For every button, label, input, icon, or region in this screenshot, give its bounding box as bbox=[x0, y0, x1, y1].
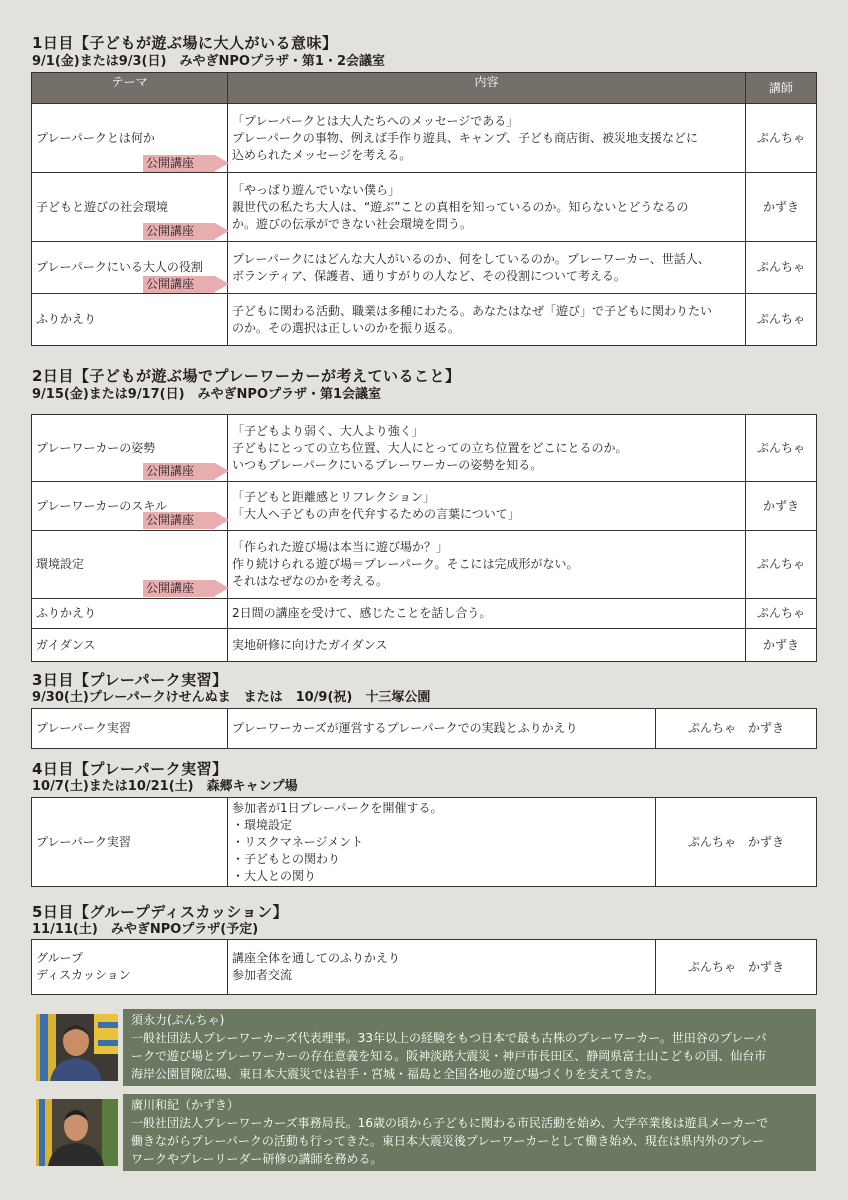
day3-subtitle: 9/30(土)プレーパークけせんぬま または 10/9(祝) 十三塚公園 bbox=[32, 690, 431, 705]
day2-title: 2日目【子どもが遊ぶ場でプレーワーカーが考えていること】 bbox=[32, 367, 461, 385]
content-cell: 「やっぱり遊んでいない僕ら」 親世代の私たち大人は、“遊ぶ”ことの真相を知っているのか。知らないとどうなるの か。遊びの伝承ができない社会環境を問う。 bbox=[228, 173, 746, 242]
theme-label: プレーパーク実習 bbox=[36, 721, 131, 735]
lecturer-cell: ぷんちゃ bbox=[746, 599, 817, 629]
day4-subtitle: 10/7(土)または10/21(土) 森郷キャンプ場 bbox=[32, 779, 298, 794]
public-lecture-tag: 公開講座 bbox=[143, 512, 229, 529]
header-content: 内容 bbox=[228, 73, 746, 104]
day2-subtitle: 9/15(金)または9/17(日) みやぎNPOプラザ・第1会議室 bbox=[32, 387, 382, 402]
theme-label: ふりかえり bbox=[36, 606, 97, 620]
day5-table bbox=[31, 939, 817, 995]
content-cell: 2日間の講座を受けて、感じたことを話し合う。 bbox=[228, 599, 746, 629]
lecturer-cell: ぷんちゃ bbox=[746, 104, 817, 173]
theme-cell bbox=[32, 482, 228, 531]
content-cell: 「作られた遊び場は本当に遊び場か？」 作り続けられる遊び場＝プレーパーク。そこには完成形がない。 それはなぜなのかを考える。 bbox=[228, 531, 746, 599]
public-lecture-tag: 公開講座 bbox=[143, 223, 229, 240]
theme-label: プレーパーク実習 bbox=[36, 834, 131, 849]
day4-title: 4日目【プレーパーク実習】 bbox=[32, 760, 228, 778]
header-lecturer: 講師 bbox=[746, 73, 817, 104]
content-cell: 講座全体を通してのふりかえり 参加者交流 bbox=[228, 940, 656, 995]
day5-subtitle: 11/11(土) みやぎNPOプラザ(予定) bbox=[32, 922, 259, 937]
theme-cell bbox=[32, 629, 228, 662]
public-lecture-tag: 公開講座 bbox=[143, 463, 229, 480]
content-cell: 実地研修に向けたガイダンス bbox=[228, 629, 746, 662]
public-lecture-tag: 公開講座 bbox=[143, 155, 229, 172]
content-cell: プレーパークにはどんな大人がいるのか、何をしているのか。プレーワーカー、世話人、 ボランティア、保護者、通りすがりの人など、その役割について考える。 bbox=[228, 242, 746, 294]
theme-cell bbox=[32, 709, 228, 749]
day3-title: 3日目【プレーパーク実習】 bbox=[32, 671, 228, 689]
day3-table bbox=[31, 708, 817, 749]
theme-cell bbox=[32, 599, 228, 629]
public-lecture-tag: 公開講座 bbox=[143, 580, 229, 597]
profile-name: 須永力(ぷんちゃ) bbox=[131, 1013, 225, 1027]
content-cell: 子どもに関わる活動、職業は多種にわたる。あなたはなぜ「遊び」で子どもに関わりたい のか。その選択は正しいのかを振り返る。 bbox=[228, 294, 746, 346]
theme-cell bbox=[32, 798, 228, 887]
lecturer-cell: ぷんちゃ bbox=[746, 415, 817, 482]
theme-cell bbox=[32, 294, 228, 346]
day1-title: 1日目【子どもが遊ぶ場に大人がいる意味】 bbox=[32, 34, 338, 52]
theme-label: プレーワーカーのスキル bbox=[36, 498, 168, 513]
portrait-photo bbox=[36, 1014, 118, 1081]
theme-label: プレーワーカーの姿勢 bbox=[36, 440, 156, 455]
lecturer-cell: かずき bbox=[746, 482, 817, 531]
theme-label: プレーパークにいる大人の役割 bbox=[36, 260, 203, 274]
content-cell: 参加者が1日プレーパークを開催する。 ・環境設定 ・リスクマネージメント ・子どもとの関わり ・大人との関り bbox=[228, 798, 656, 887]
theme-cell bbox=[32, 531, 228, 599]
theme-label: ガイダンス bbox=[36, 637, 96, 652]
theme-cell bbox=[32, 173, 228, 242]
day5-title: 5日目【グループディスカッション】 bbox=[32, 903, 289, 921]
lecturer-cell: ぷんちゃ かずき bbox=[656, 940, 817, 995]
profile-bio: 一般社団法人プレーワーカーズ代表理事。33年以上の経験をもつ日本で最も古株のプレーワーカー。世田谷のプレーパ ークで遊び場とプレーワーカーの存在意義を知る。阪神淡路大震災・神戸市長田区、静岡県富士山こどもの国、仙台市 海岸公園冒険広場、東日本大震災では岩手・宮城・福島と全国各地の遊び場づくりを支えてきた。 bbox=[131, 1031, 767, 1081]
content-cell: プレーワーカーズが運営するプレーパークでの実践とふりかえり bbox=[228, 709, 656, 749]
theme-cell: グループ ディスカッション bbox=[32, 940, 228, 995]
lecturer-cell: ぷんちゃ bbox=[746, 294, 817, 346]
theme-label: プレーパークとは何か bbox=[36, 130, 155, 145]
theme-label: 子どもと遊びの社会環境 bbox=[36, 199, 169, 214]
profile-text-box bbox=[123, 1009, 816, 1086]
profile-text-box bbox=[123, 1094, 816, 1171]
theme-cell bbox=[32, 104, 228, 173]
header-theme: テーマ bbox=[32, 73, 228, 104]
day1-subtitle: 9/1(金)または9/3(日) みやぎNPOプラザ・第1・2会議室 bbox=[32, 54, 385, 69]
portrait-photo bbox=[36, 1099, 118, 1166]
day1-table bbox=[31, 72, 817, 346]
theme-label: 環境設定 bbox=[36, 557, 85, 571]
lecturer-cell: ぷんちゃ かずき bbox=[656, 798, 817, 887]
content-cell: 「子どもと距離感とリフレクション」 「大人へ子どもの声を代弁するための言葉について」 bbox=[228, 482, 746, 531]
day4-table bbox=[31, 797, 817, 887]
lecturer-cell: ぷんちゃ bbox=[746, 531, 817, 599]
lecturer-cell: かずき bbox=[746, 173, 817, 242]
profile-bio: 一般社団法人プレーワーカーズ事務局長。16歳の頃から子どもに関わる市民活動を始め、大学卒業後は遊具メーカーで 働きながらプレーパークの活動も行ってきた。東日本大震災後プレーワーカーとして働き始め、現在は県内外のプレー ワークやプレーリーダー研修の講師を務める。 bbox=[131, 1116, 769, 1166]
theme-cell bbox=[32, 242, 228, 294]
public-lecture-tag: 公開講座 bbox=[143, 276, 229, 293]
lecturer-cell: かずき bbox=[746, 629, 817, 662]
lecturer-cell: ぷんちゃ bbox=[746, 242, 817, 294]
lecturer-cell: ぷんちゃ かずき bbox=[656, 709, 817, 749]
day2-table bbox=[31, 414, 817, 662]
profile-punchya bbox=[31, 1009, 816, 1086]
profile-name: 廣川和紀（かずき） bbox=[131, 1098, 240, 1112]
theme-label: ふりかえり bbox=[36, 312, 97, 326]
theme-cell bbox=[32, 415, 228, 482]
profile-kazuki bbox=[31, 1094, 816, 1171]
content-cell: 「子どもより弱く、大人より強く」 子どもにとっての立ち位置、大人にとっての立ち位置をどこにとるのか。 いつもプレーパークにいるプレーワーカーの姿勢を知る。 bbox=[228, 415, 746, 482]
content-cell: 「プレーパークとは大人たちへのメッセージである」 プレーパークの事物、例えば手作り遊具、キャンプ、子ども商店街、被災地支援などに 込められたメッセージを考える。 bbox=[228, 104, 746, 173]
